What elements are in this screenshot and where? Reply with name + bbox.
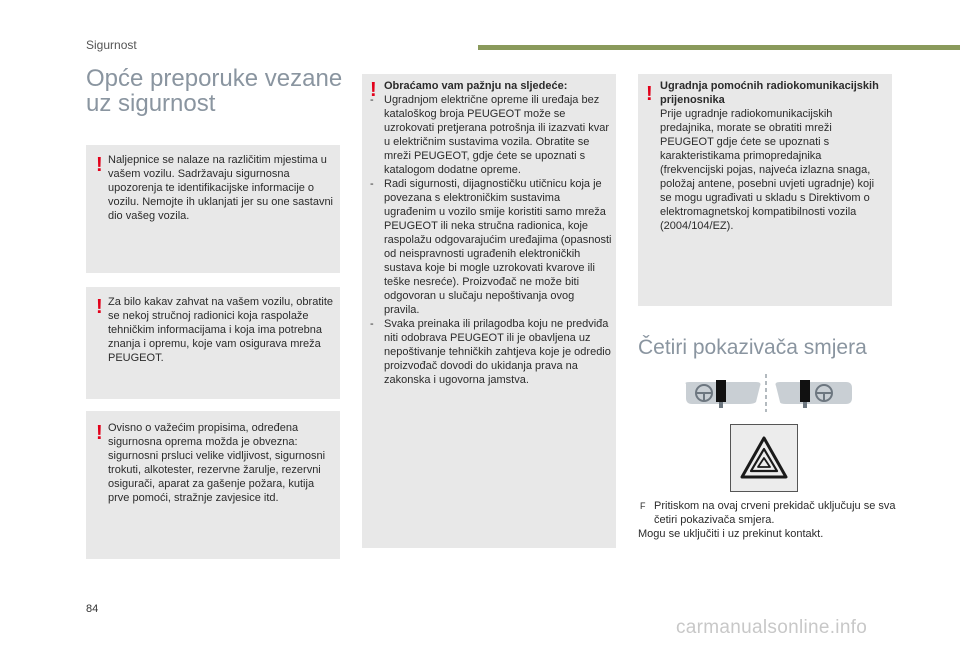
instruction-text: Pritiskom na ovaj crveni prekidač uključuju se sva četiri pokazivača smjera. bbox=[654, 500, 896, 526]
radio-title: Ugradnja pomoćnih radiokomunikacijskih prijenosnika bbox=[660, 80, 879, 106]
warning-exclamation-icon: ! bbox=[96, 422, 103, 444]
hazard-triangle-icon bbox=[731, 425, 797, 491]
left-hand-drive-dashboard bbox=[686, 380, 761, 408]
warning-text-labels: Naljepnice se nalaze na različitim mjestima u vašem vozilu. Sadržavaju sigurnosna upozorenja te identifikacijske informacije o vozilu. Nemojte ih uklanjati jer su one sastavni dio vašeg vozila. bbox=[108, 154, 334, 222]
warning-exclamation-icon: ! bbox=[370, 79, 377, 101]
attention-content bbox=[384, 79, 612, 387]
header-rule bbox=[478, 45, 960, 50]
instruction-bullet bbox=[638, 499, 898, 527]
warning-text-equipment: Ovisno o važećim propisima, određena sigurnosna oprema možda je obvezna: sigurnosni prsluci velike vidljivost, sigurnosni trokuti, alkotester, rezervne žarulje, rezervni osigurači, aparat za gašenje požara, kutija prve pomoći, stražnje zavjesice itd. bbox=[108, 422, 326, 504]
warning-exclamation-icon: ! bbox=[96, 296, 103, 318]
attention-item: - Radi sigurnosti, dijagnostičku utičnicu koja je povezana s elektroničkim sustavima ugrađenim u vozilo smije koristiti samo mreža PEUGEOT ili neka stručna radionica, koje raspolažu odgovarajućim uređajima (opasnosti od neispravnosti ugrađenih elektroničkih sustava koje bi mogle uzrokovati kvarove ili teške nesreće). Proizvođač ne može biti odgovoran u slučaju nepoštivanja ovog pravila. bbox=[368, 177, 612, 317]
warning-box-equipment bbox=[86, 411, 340, 559]
warning-box-labels bbox=[86, 145, 340, 273]
section-label: Sigurnost bbox=[86, 38, 137, 52]
radio-content bbox=[660, 79, 886, 233]
attention-list bbox=[368, 93, 612, 387]
page-title: Opće preporuke vezane uz sigurnost bbox=[86, 65, 343, 117]
warning-exclamation-icon: ! bbox=[96, 154, 103, 176]
hazard-instructions bbox=[638, 499, 898, 541]
radio-text: Prije ugradnje radiokomunikacijskih predajnika, morate se obratiti mreži PEUGEOT gdje ćete se upoznati s karakteristikama primopredajnika (frekvencijski pojas, najveća izlazna snaga, položaj antene, posebni uvjeti ugradnje) koji se mogu ugrađivati u skladu s Direktivom o elektromagnetskoj kompatibilnosti vozila (2004/104/EZ). bbox=[660, 108, 875, 232]
hazard-location-illustration bbox=[680, 372, 862, 416]
warning-box-interventions bbox=[86, 287, 340, 399]
hazard-section-title: Četiri pokazivača smjera bbox=[638, 336, 867, 359]
bullet-marker-icon: F bbox=[640, 501, 646, 511]
warning-text-interventions: Za bilo kakav zahvat na vašem vozilu, obratite se nekoj stručnoj radionici koja raspolaže tehničkim informacijama i koja ima potrebna znanja i opremu, koje vam osigurava mreža PEUGEOT. bbox=[108, 296, 334, 364]
right-hand-drive-dashboard bbox=[776, 380, 853, 408]
watermark: carmanualsonline.info bbox=[676, 617, 868, 638]
warning-box-radio bbox=[638, 74, 892, 306]
instruction-note: Mogu se uključiti i uz prekinut kontakt. bbox=[638, 528, 824, 540]
hazard-warning-button[interactable] bbox=[730, 424, 798, 492]
page-number: 84 bbox=[86, 603, 99, 615]
warning-box-attention bbox=[362, 74, 616, 548]
attention-item: - Svaka preinaka ili prilagodba koju ne predviđa niti odobrava PEUGEOT ili je obavljena uz nepoštivanje tehničkih zahtjeva koje je odredio proizvođač dovodi do ukidanja prava na zakonska i ugovorna jamstva. bbox=[368, 317, 612, 387]
warning-exclamation-icon: ! bbox=[646, 83, 653, 105]
attention-item: - Ugradnjom električne opreme ili uređaja bez kataloškog broja PEUGEOT može se uzrokovati pretjerana potrošnja ili izazvati kvar u električnim sustavima vozila. Obratite se mreži PEUGEOT, gdje ćete se upoznati s katalogom dodatne opreme. bbox=[368, 93, 612, 177]
attention-title: Obraćamo vam pažnju na sljedeće: bbox=[384, 80, 568, 92]
